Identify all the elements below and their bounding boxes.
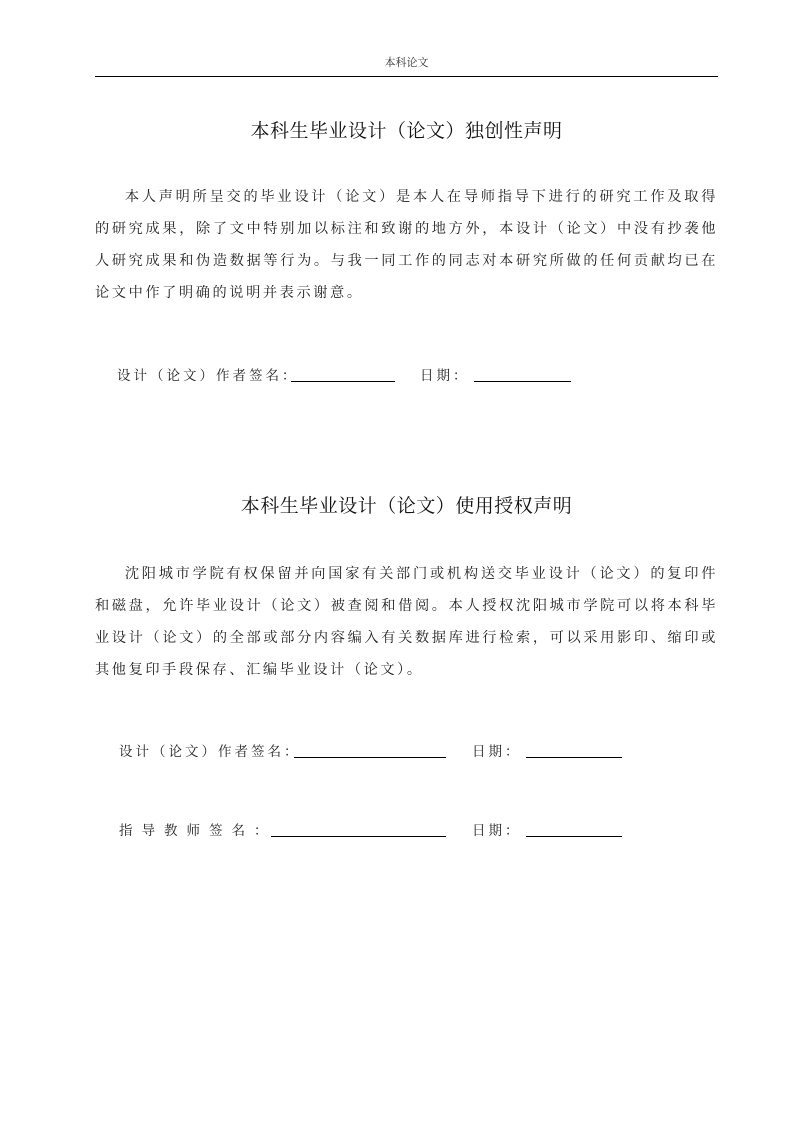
running-header: 本科论文: [384, 56, 429, 69]
header-rule: [95, 76, 718, 77]
author-signature-field[interactable]: [291, 381, 395, 382]
author-signature-row: [119, 740, 639, 760]
date-label: 日期：: [420, 368, 470, 384]
originality-declaration-title: 本科生毕业设计（论文）独创性声明: [250, 120, 563, 142]
author-signature-label: 设计（论文）作者签名：: [117, 368, 299, 384]
authorization-declaration-body: 沈阳城市学院有权保留并向国家有关部门或机构送交毕业设计（论文）的复印件和磁盘，允许毕业设计（论文）被查阅和借阅。本人授权沈阳城市学院可以将本科毕业设计（论文）的全部或部分内容编入有关数据库进行检索，可以采用影印、缩印或其他复印手段保存、汇编毕业设计（论文）。: [95, 566, 718, 678]
originality-declaration-body: 本人声明所呈交的毕业设计（论文）是本人在导师指导下进行的研究工作及取得的研究成果，除了文中特别加以标注和致谢的地方外，本设计（论文）中没有抄袭他人研究成果和伪造数据等行为。与我一同工作的同志对本研究所做的任何贡献均已在论文中作了明确的说明并表示谢意。: [95, 189, 718, 301]
authorization-declaration-title: 本科生毕业设计（论文）使用授权声明: [240, 495, 573, 517]
supervisor-signature-row: [119, 819, 639, 839]
date-field[interactable]: [474, 381, 571, 382]
date-field[interactable]: [526, 836, 622, 837]
supervisor-signature-field[interactable]: [271, 836, 446, 837]
originality-signature-row: [117, 364, 577, 384]
author-signature-field[interactable]: [294, 757, 446, 758]
author-signature-label: 设计（论文）作者签名：: [119, 744, 301, 760]
supervisor-signature-label: 指导教师签名：: [119, 823, 277, 839]
date-label: 日期：: [472, 744, 522, 760]
date-label: 日期：: [472, 823, 522, 839]
date-field[interactable]: [526, 757, 622, 758]
